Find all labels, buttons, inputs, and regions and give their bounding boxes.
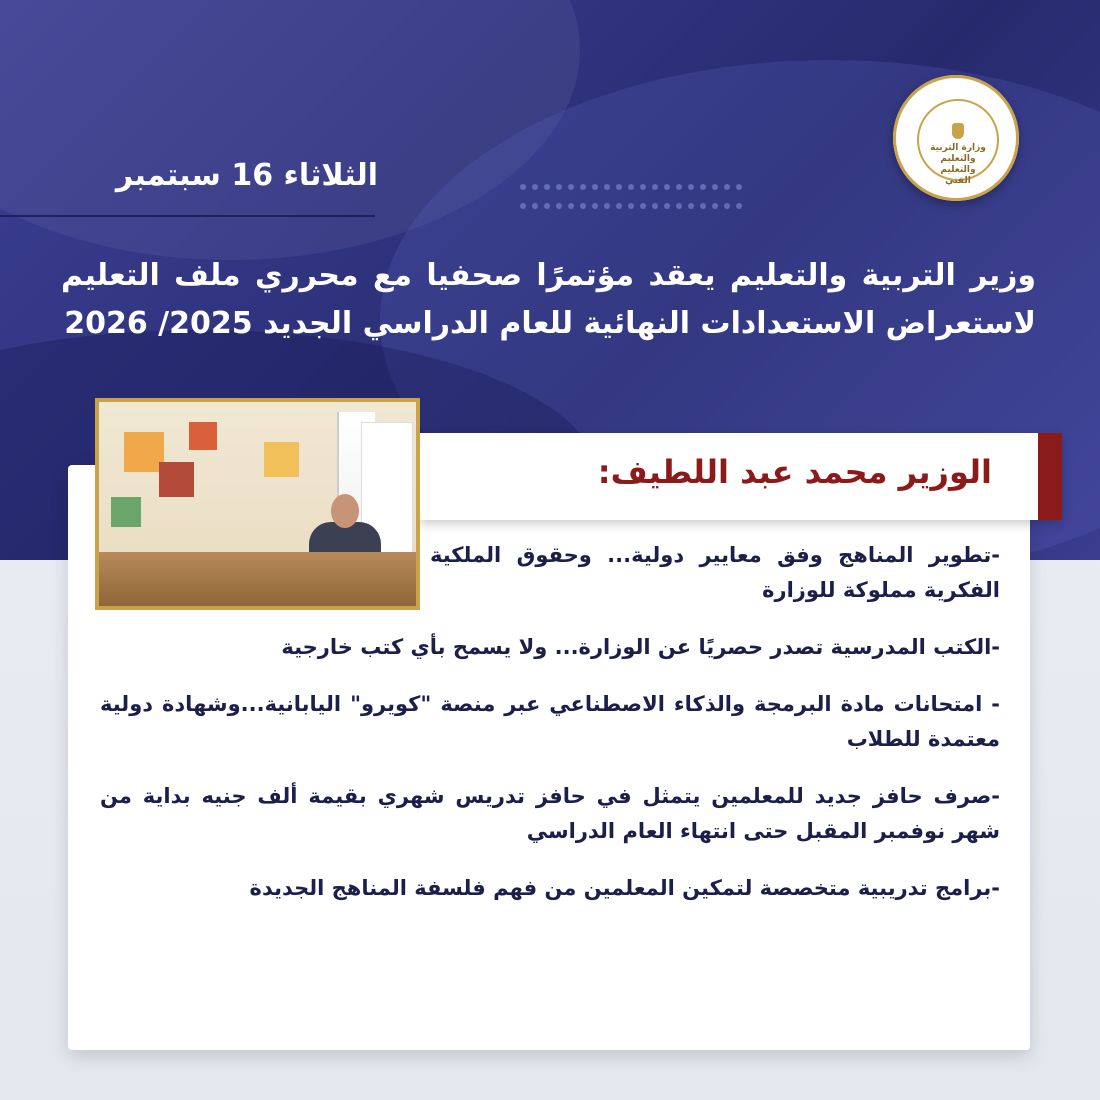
card-title: الوزير محمد عبد اللطيف:	[597, 453, 992, 491]
list-item: -صرف حافز جديد للمعلمين يتمثل في حافز تدريس شهري بقيمة ألف جنيه بداية من شهر نوفمبر المقبل حتى انتهاء العام الدراسي	[100, 784, 1000, 843]
eagle-icon	[952, 123, 964, 139]
logo-text-arabic: وزارة التربية والتعليم والتعليم الفني	[930, 143, 986, 186]
list-item: -تطوير المناهج وفق معايير دولية... وحقوق الملكية الفكرية مملوكة للوزارة	[430, 543, 1000, 602]
list-item: -برامج تدريبية متخصصة لتمكين المعلمين من فهم فلسفة المناهج الجديدة	[249, 876, 1000, 900]
title-ribbon	[420, 433, 1062, 520]
logo-seal	[917, 99, 999, 186]
date-underline	[0, 215, 375, 217]
ministry-logo	[893, 75, 1019, 201]
post-date: الثلاثاء 16 سبتمبر	[115, 158, 378, 193]
bullet-list	[100, 538, 1000, 928]
list-item: - امتحانات مادة البرمجة والذكاء الاصطناعي عبر منصة "كويرو" اليابانية...وشهادة دولية معتمدة للطلاب	[100, 692, 1000, 751]
decorative-dots	[520, 183, 748, 221]
headline: وزير التربية والتعليم يعقد مؤتمرًا صحفيا مع محرري ملف التعليم لاستعراض الاستعدادات النهائية للعام الدراسي الجديد 2025/ 2026	[61, 258, 1036, 341]
list-item: -الكتب المدرسية تصدر حصريًا عن الوزارة... ولا يسمح بأي كتب خارجية	[281, 635, 1000, 659]
ribbon-accent	[1038, 433, 1062, 520]
